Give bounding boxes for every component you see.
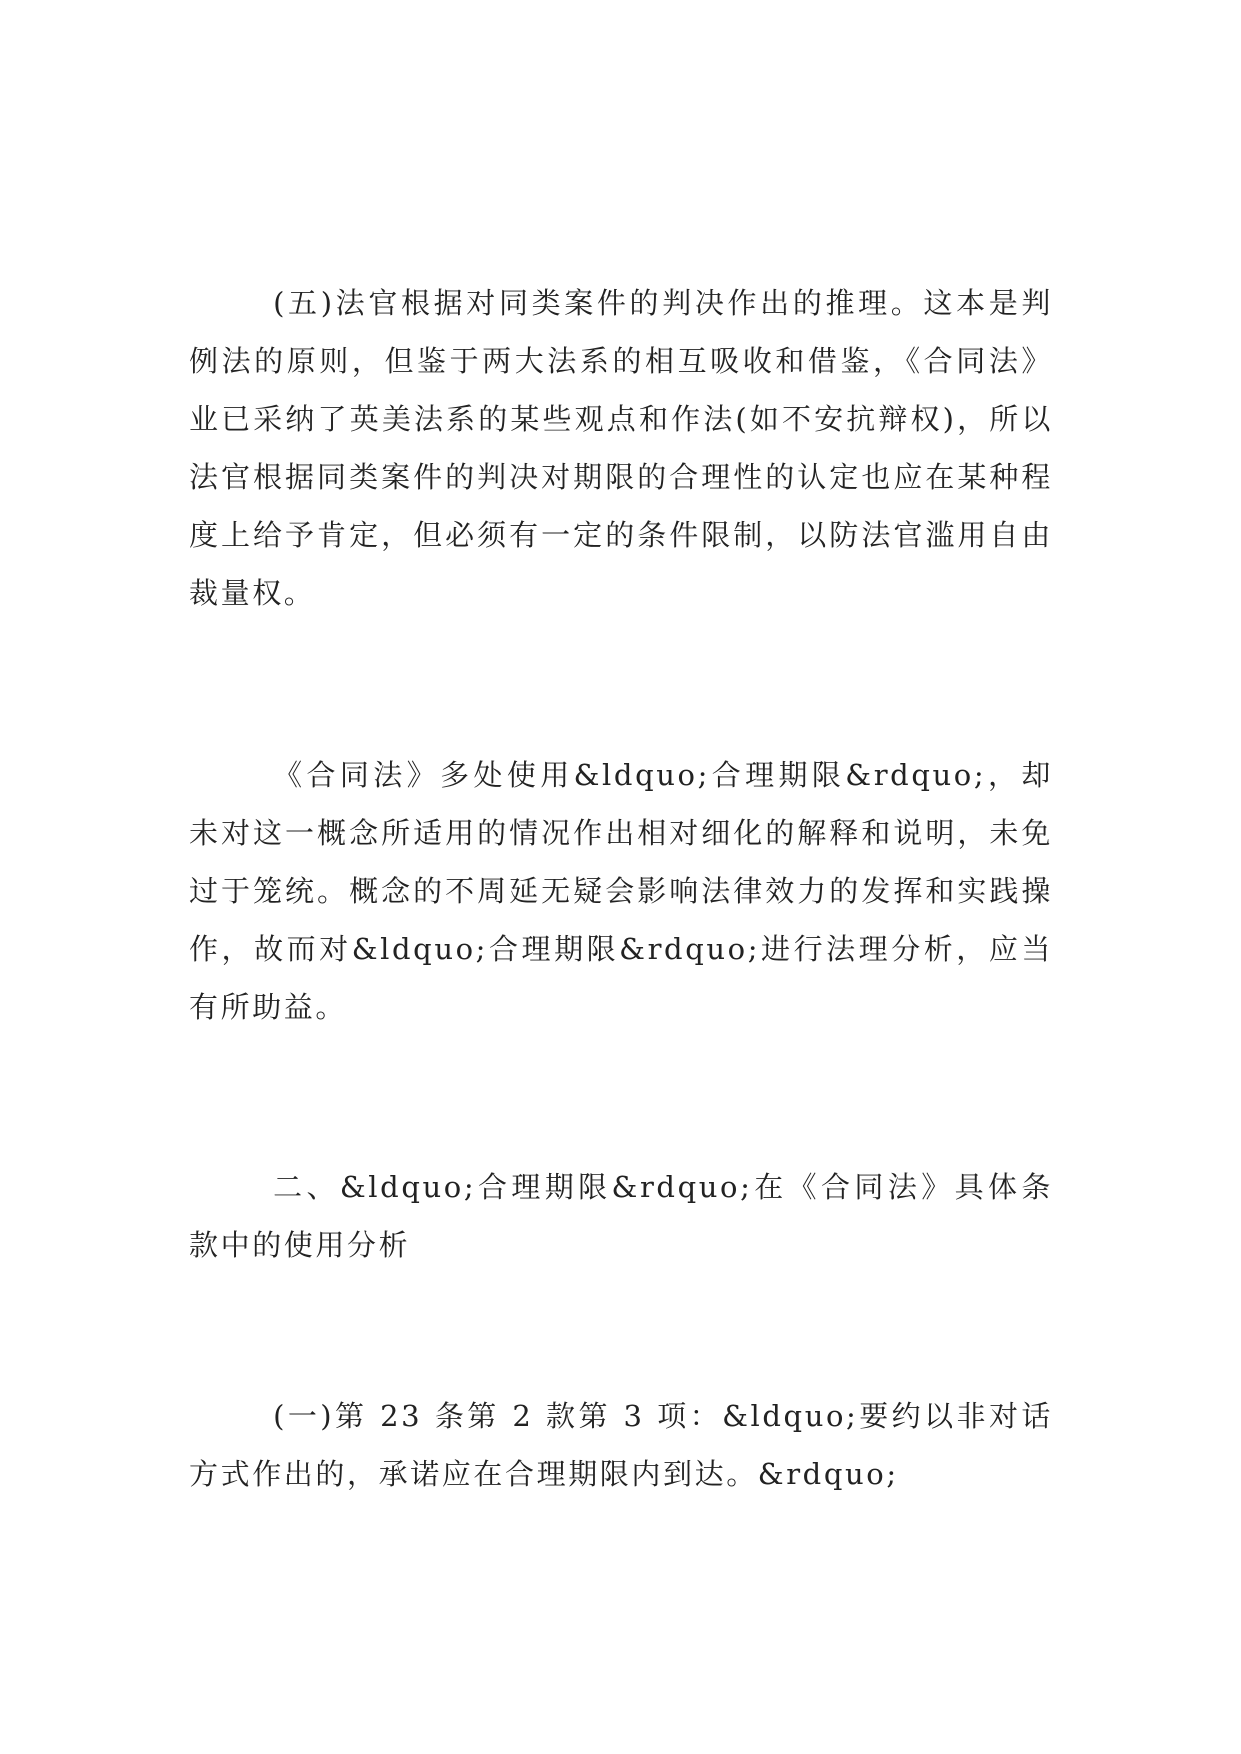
paragraph-article-23: (一)第 23 条第 2 款第 3 项：&ldquo;要约以非对话方式作出的，承诺应在合理期限内到达。&rdquo;	[189, 1399, 1053, 1491]
section-heading: 二、&ldquo;合理期限&rdquo;在《合同法》具体条款中的使用分析	[189, 1170, 1053, 1262]
paragraph-reasoning-from-precedent: (五)法官根据对同类案件的判决作出的推理。这本是判例法的原则，但鉴于两大法系的相互吸收和借鉴，《合同法》业已采纳了英美法系的某些观点和作法(如不安抗辩权)，所以法官根据同类案件的判决对期限的合理性的认定也应在某种程度上给予肯定，但必须有一定的条件限制，以防法官滥用自由裁量权。	[189, 286, 1053, 610]
paragraph-concept-critique: 《合同法》多处使用&ldquo;合理期限&rdquo;，却未对这一概念所适用的情况作出相对细化的解释和说明，未免过于笼统。概念的不周延无疑会影响法律效力的发挥和实践操作，故而对&ldquo;合理期限&rdquo;进行法理分析，应当有所助益。	[189, 758, 1053, 1024]
